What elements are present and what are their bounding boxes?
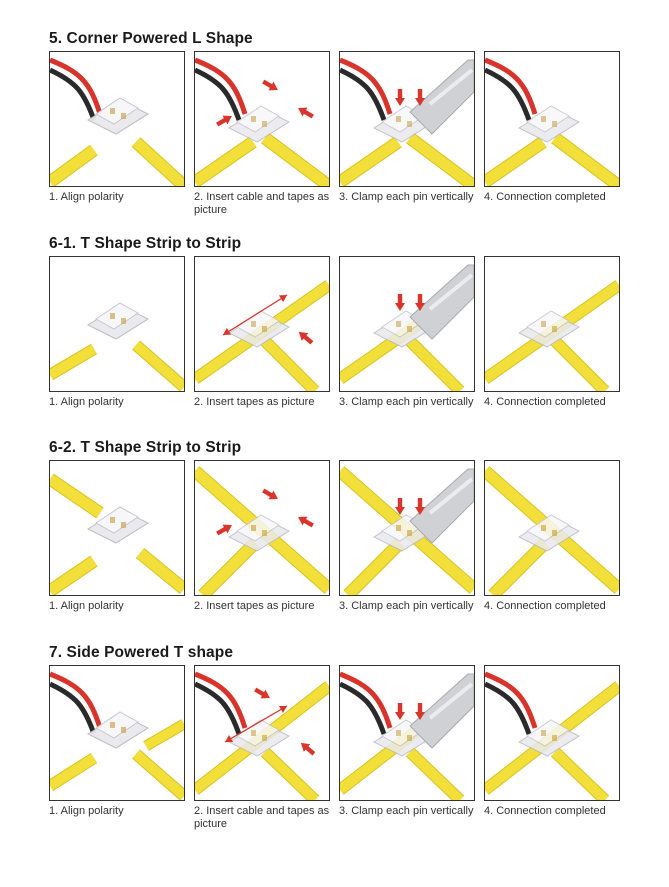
step-image-4 xyxy=(484,460,620,596)
step-image-3 xyxy=(339,51,475,187)
step-image-2 xyxy=(194,665,330,801)
step-caption-3: 3. Clamp each pin vertically xyxy=(339,805,474,817)
step-image-3 xyxy=(339,665,475,801)
step-caption-2: 2. Insert tapes as picture xyxy=(194,600,315,612)
step-caption-1: 1. Align polarity xyxy=(49,805,124,817)
step-caption-1: 1. Align polarity xyxy=(49,600,124,612)
step-caption-3: 3. Clamp each pin vertically xyxy=(339,600,474,612)
step-caption-1: 1. Align polarity xyxy=(49,191,124,203)
step-caption-2: 2. Insert tapes as picture xyxy=(194,396,315,408)
section-title: 6-2. T Shape Strip to Strip xyxy=(49,439,242,456)
step-caption-1: 1. Align polarity xyxy=(49,396,124,408)
section-title: 6-1. T Shape Strip to Strip xyxy=(49,235,242,252)
step-caption-4: 4. Connection completed xyxy=(484,396,606,408)
step-caption-2: 2. Insert cable and tapes as picture xyxy=(194,191,330,216)
step-caption-4: 4. Connection completed xyxy=(484,191,606,203)
section-title: 5. Corner Powered L Shape xyxy=(49,30,253,47)
step-image-2 xyxy=(194,460,330,596)
step-caption-3: 3. Clamp each pin vertically xyxy=(339,191,474,203)
step-image-3 xyxy=(339,256,475,392)
step-image-2 xyxy=(194,51,330,187)
section-title: 7. Side Powered T shape xyxy=(49,644,234,661)
step-image-1 xyxy=(49,460,185,596)
step-image-1 xyxy=(49,665,185,801)
step-image-4 xyxy=(484,51,620,187)
step-image-4 xyxy=(484,256,620,392)
step-image-1 xyxy=(49,256,185,392)
step-image-1 xyxy=(49,51,185,187)
step-caption-2: 2. Insert cable and tapes as picture xyxy=(194,805,330,830)
step-image-3 xyxy=(339,460,475,596)
step-image-4 xyxy=(484,665,620,801)
step-caption-4: 4. Connection completed xyxy=(484,805,606,817)
step-image-2 xyxy=(194,256,330,392)
step-caption-3: 3. Clamp each pin vertically xyxy=(339,396,474,408)
step-caption-4: 4. Connection completed xyxy=(484,600,606,612)
